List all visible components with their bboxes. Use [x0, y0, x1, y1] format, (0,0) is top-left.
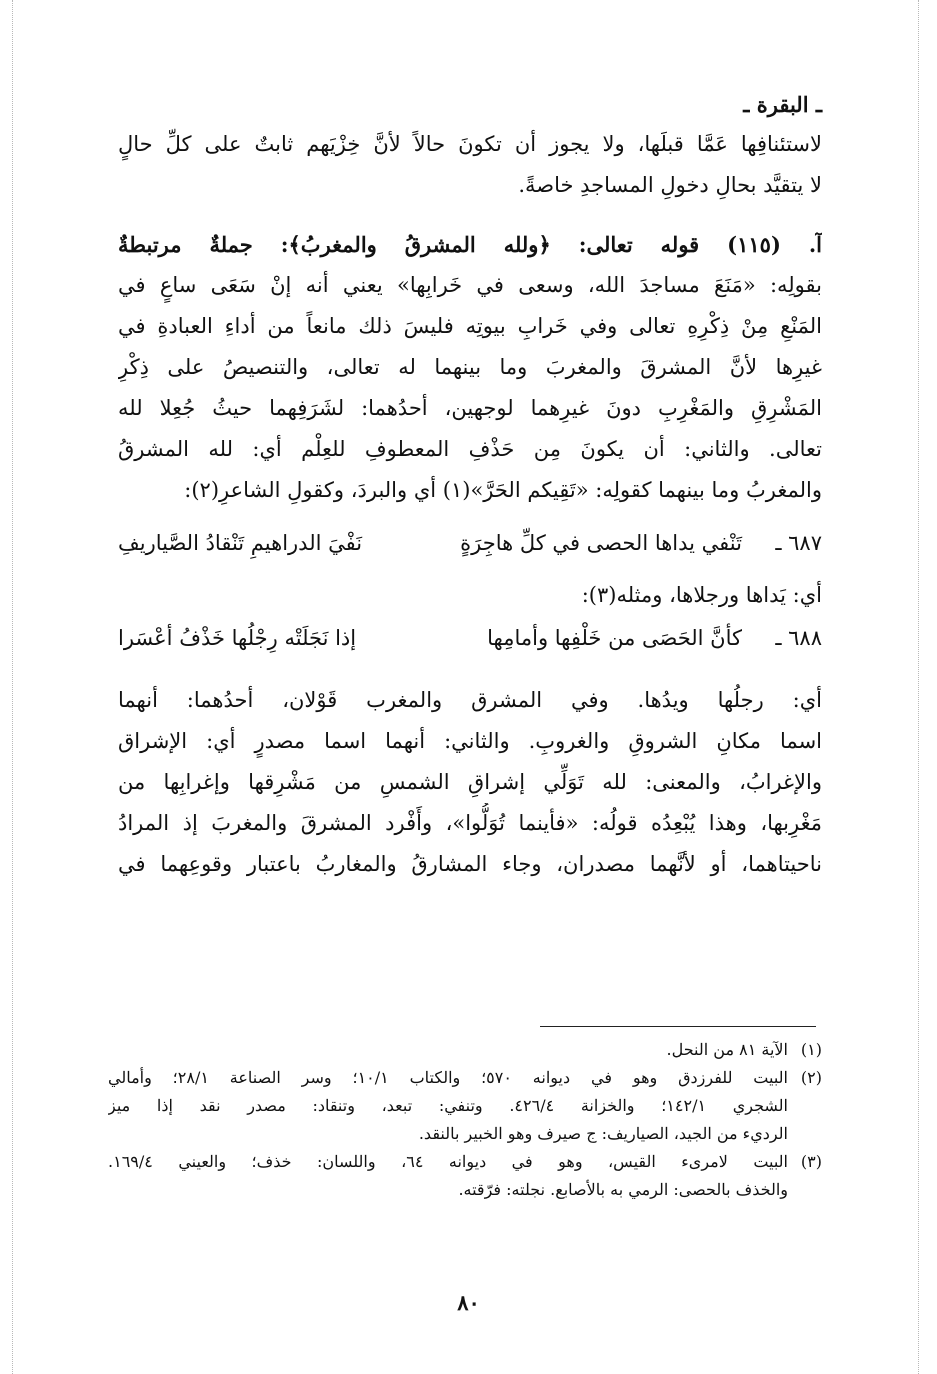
verse-number: ٦٨٨ ـ	[775, 626, 822, 650]
page-number: ٨٠	[457, 1290, 480, 1315]
right-margin-dots	[918, 0, 919, 1374]
text-line: المَشْرِقِ والمَغْرِبِ دونَ غيرِهما لوجهين، أحدُهما: لشَرَفِهما حيثُ جُعِلا لله	[118, 396, 822, 420]
page-body	[118, 88, 822, 885]
section-paragraph	[118, 224, 822, 511]
footnote-line: الرديء من الجيد، الصياريف: ج صيرف وهو الخبير بالنقد.	[418, 1124, 788, 1143]
footnote-line: الآية ٨١ من النحل.	[666, 1040, 788, 1059]
footnote-separator	[540, 1026, 816, 1027]
verse-second-hemistich: إذا نَجَلَتْه رِجْلُها خَذْفُ أعْسَرا	[118, 626, 357, 650]
text-line: بقولِه: «مَنَعَ مساجدَ الله، وسعى في خَرابِها» يعني أنه إنْ سَعَى ساعٍ في	[118, 273, 822, 297]
text-line: لا يتقيَّد بحالِ دخولِ المساجدِ خاصةً.	[518, 173, 822, 197]
footnote-line: البيت لامرىء القيس، وهو في ديوانه ٦٤، واللسان: خذف؛ والعيني ١٦٩/٤.	[108, 1152, 788, 1171]
section-heading: آ. (١١٥) قوله تعالى: ﴿ولله المشرقُ والمغربُ﴾: جملةٌ مرتبطةٌ	[118, 232, 822, 257]
text-line: غيرِها لأنَّ المشرقَ والمغربَ وما بينهما له تعالى، والتنصيصُ على ذِكْرِ	[118, 355, 822, 379]
text-line: تعالى. والثاني: أن يكونَ مِن حَذْفِ المعطوفِ للعِلْم أي: لله المشرقُ	[118, 437, 822, 461]
closing-paragraph	[118, 680, 822, 885]
footnote-1	[108, 1036, 822, 1064]
verse-first-hemistich: كأنَّ الحَصَى من خَلْفِها وأمامِها	[487, 626, 742, 650]
text-line: والإغرابُ، والمعنى: لله تَوَلِّي إشراقِ الشمسِ من مَشْرِقها وإغرابِها من	[118, 770, 822, 794]
verse-first-hemistich: تَنْفي يداها الحصى في كلِّ هاجِرَةٍ	[460, 531, 742, 555]
footnote-line: والخذف بالحصى: الرمي به بالأصابع. نجلته: فرّقته.	[458, 1180, 788, 1199]
footnote-line: الشجري ١٤٢/١؛ والخزانة ٤٢٦/٤. وتنفي: تبعد، وتنقاد: مصدر نقد إذا ميز	[108, 1096, 788, 1115]
text-line: أي: يَداها ورجلاها، ومثله(٣):	[581, 583, 822, 607]
text-line: ناحيتاهما، أو لأنَّهما مصدران، وجاء المشارقُ والمغاربُ باعتبار وقوعِهما في	[118, 852, 822, 876]
verse-number: ٦٨٧ ـ	[775, 531, 822, 555]
left-margin-dots	[12, 0, 13, 1374]
running-header: ـ البقرة ـ	[743, 92, 822, 117]
footnote-number: (١)	[800, 1040, 822, 1059]
footnote-2	[108, 1064, 822, 1148]
text-line: أي: رجلُها ويدُها. وفي المشرق والمغرب قَوْلان، أحدُهما: أنهما	[118, 688, 822, 712]
text-line: مَغْرِبها، وهذا يُبْعِدُه قولُه: «فأينما تُوَلُّوا»، وأَفْرد المشرقَ والمغربَ إذ المرادُ	[118, 811, 822, 835]
text-line: لاستئنافِها عَمَّا قبلَها، ولا يجوز أن تكونَ حالاً لأنَّ خِزْيَهم ثابتٌ على كلِّ حالٍ	[118, 132, 822, 156]
footnote-number: (٢)	[800, 1068, 822, 1087]
footnotes	[108, 1036, 822, 1204]
verse-second-hemistich: نَفْيَ الدراهيمِ تَنْقادُ الصَّياريفِ	[118, 531, 363, 555]
footnote-3	[108, 1148, 822, 1204]
footnote-line: البيت للفرزدق وهو في ديوانه ٥٧٠؛ والكتاب ١٠/١؛ وسر الصناعة ٢٨/١؛ وأمالي	[108, 1068, 788, 1087]
mid-paragraph	[118, 575, 822, 616]
footnote-number: (٣)	[800, 1152, 822, 1171]
text-line: والمغربُ وما بينهما كقولِه: «تَقِيكم الحَرَّ»(١) أي والبردَ، وكقولِ الشاعرِ(٢):	[184, 478, 822, 502]
intro-paragraph	[118, 124, 822, 206]
text-line: اسما مكانِ الشروقِ والغروبِ. والثاني: أنهما اسما مصدرٍ أي: الإشراق	[118, 729, 822, 753]
poetry-verse-687	[118, 521, 822, 565]
text-line: المَنْعِ مِنْ ذِكْرِهِ تعالى وفي خَرابِ بيوتِه فليسَ ذلك مانعاً من أداءِ العبادةِ في	[118, 314, 822, 338]
poetry-verse-688	[118, 616, 822, 660]
